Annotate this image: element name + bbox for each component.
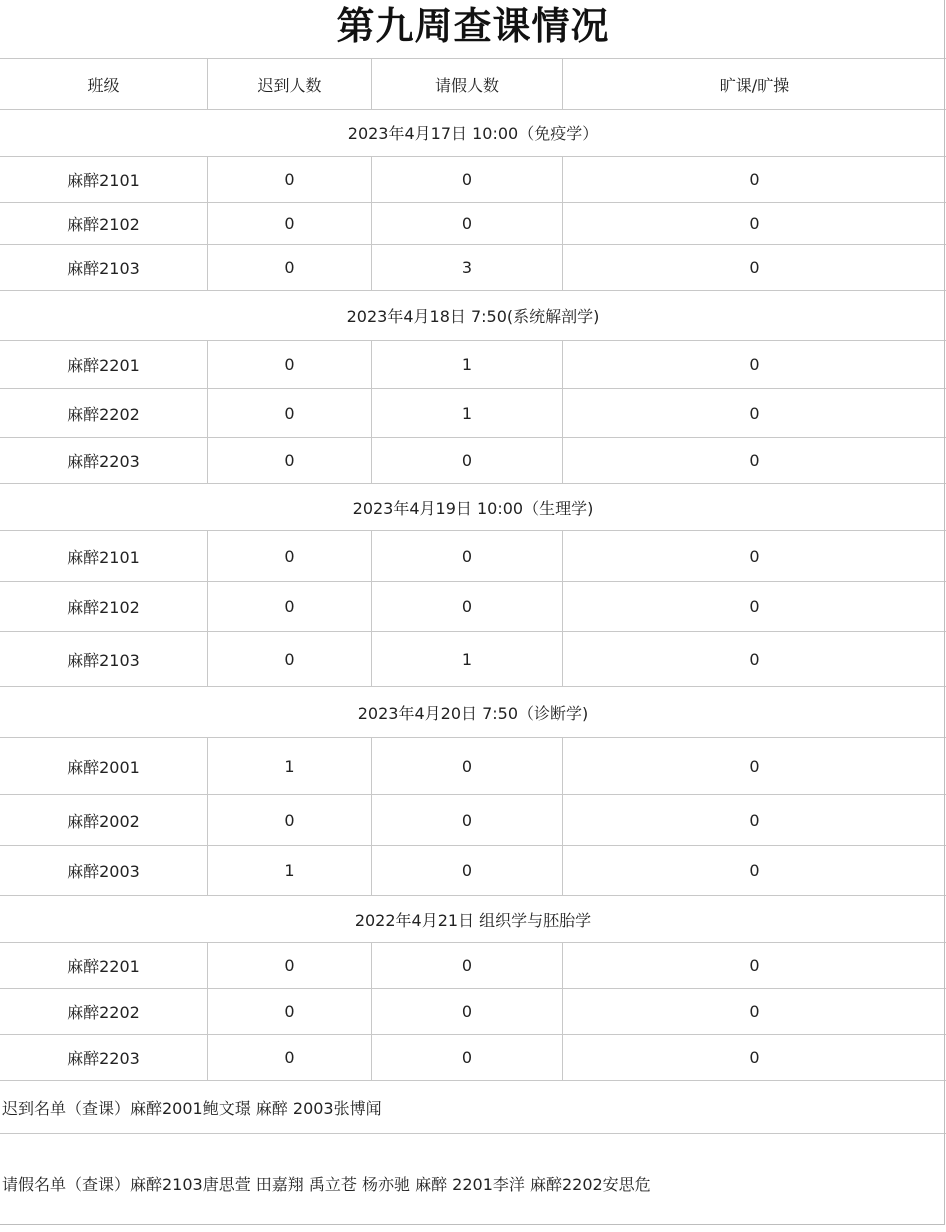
section-header-row	[0, 687, 946, 738]
header-leave-count: 请假人数	[371, 59, 562, 109]
section-header-row	[0, 109, 946, 157]
table-row	[0, 1035, 946, 1081]
leave-cell: 1	[371, 341, 562, 388]
header-late-count: 迟到人数	[207, 59, 371, 109]
section-label: 2023年4月20日 7:50（诊断学)	[357, 703, 589, 723]
absence-cell: 0	[562, 531, 946, 581]
class-cell: 麻醉2203	[67, 452, 140, 471]
class-cell: 麻醉2101	[67, 547, 140, 567]
absence-cell: 0	[562, 341, 946, 388]
absence-cell: 0	[562, 438, 946, 483]
table-row	[0, 943, 946, 989]
table-row	[0, 582, 946, 632]
table-row	[0, 389, 946, 438]
class-cell: 麻醉2003	[67, 862, 140, 881]
absence-cell: 0	[562, 943, 946, 988]
class-cell: 麻醉2201	[67, 356, 140, 375]
absence-cell: 0	[562, 795, 946, 845]
leave-cell: 1	[371, 632, 562, 686]
leave-cell: 0	[371, 157, 562, 202]
table-row	[0, 341, 946, 389]
class-cell: 麻醉2202	[67, 404, 140, 424]
late-cell: 0	[207, 989, 371, 1034]
leave-cell: 0	[371, 582, 562, 631]
section-label: 2023年4月18日 7:50(系统解剖学)	[346, 307, 600, 326]
table-row	[0, 245, 946, 291]
leave-list-note: 请假名单（查课）麻醉2103唐思萱 田嘉翔 禹立苍 杨亦驰 麻醉 2201李洋 麻醉2202安思危	[2, 1174, 651, 1194]
absence-cell: 0	[562, 582, 946, 631]
section-label: 2022年4月21日 组织学与胚胎学	[354, 910, 592, 930]
late-cell: 0	[207, 203, 371, 244]
leave-cell: 0	[371, 738, 562, 794]
table-row	[0, 989, 946, 1035]
leave-cell: 3	[371, 245, 562, 290]
table-row	[0, 846, 946, 896]
table-row	[0, 203, 946, 245]
absence-cell: 0	[562, 389, 946, 437]
section-label: 2023年4月17日 10:00（免疫学）	[347, 124, 599, 143]
class-cell: 麻醉2102	[67, 598, 140, 617]
leave-cell: 0	[371, 438, 562, 483]
header-class: 班级	[87, 75, 120, 95]
absence-cell: 0	[562, 1035, 946, 1080]
class-cell: 麻醉2201	[67, 957, 140, 976]
late-cell: 0	[207, 1035, 371, 1080]
table-row	[0, 157, 946, 203]
table-row	[0, 738, 946, 795]
leave-cell: 0	[371, 203, 562, 244]
leave-cell: 0	[371, 943, 562, 988]
late-cell: 0	[207, 531, 371, 581]
late-cell: 0	[207, 341, 371, 388]
leave-cell: 0	[371, 795, 562, 845]
late-list-note: 迟到名单（查课）麻醉2001鲍文璟 麻醉 2003张博闻	[2, 1098, 382, 1118]
class-cell: 麻醉2203	[67, 1049, 140, 1068]
late-cell: 0	[207, 389, 371, 437]
section-header-row	[0, 484, 946, 531]
table-header-row	[0, 58, 946, 110]
section-label: 2023年4月19日 10:00（生理学)	[352, 498, 594, 518]
late-cell: 0	[207, 795, 371, 845]
late-cell: 0	[207, 157, 371, 202]
late-cell: 0	[207, 943, 371, 988]
leave-cell: 0	[371, 846, 562, 895]
late-cell: 1	[207, 846, 371, 895]
leave-cell: 0	[371, 1035, 562, 1080]
late-cell: 0	[207, 245, 371, 290]
absence-cell: 0	[562, 989, 946, 1034]
table-row	[0, 531, 946, 582]
class-cell: 麻醉2102	[67, 215, 140, 234]
class-cell: 麻醉2202	[67, 1003, 140, 1022]
class-cell: 麻醉2103	[67, 259, 140, 278]
table-row	[0, 632, 946, 687]
class-cell: 麻醉2101	[67, 171, 140, 190]
class-cell: 麻醉2001	[67, 757, 140, 777]
leave-cell: 1	[371, 389, 562, 437]
absence-cell: 0	[562, 632, 946, 686]
leave-cell: 0	[371, 531, 562, 581]
absence-cell: 0	[562, 203, 946, 244]
absence-cell: 0	[562, 157, 946, 202]
late-cell: 0	[207, 582, 371, 631]
class-cell: 麻醉2002	[67, 811, 140, 831]
header-absence: 旷课/旷操	[562, 59, 946, 109]
leave-cell: 0	[371, 989, 562, 1034]
section-header-row	[0, 291, 946, 341]
absence-cell: 0	[562, 846, 946, 895]
absence-cell: 0	[562, 738, 946, 794]
class-cell: 麻醉2103	[67, 650, 140, 670]
table-row	[0, 438, 946, 484]
table-row	[0, 795, 946, 846]
absence-cell: 0	[562, 245, 946, 290]
late-cell: 1	[207, 738, 371, 794]
late-cell: 0	[207, 632, 371, 686]
section-header-row	[0, 896, 946, 943]
late-cell: 0	[207, 438, 371, 483]
page-title: 第九周查课情况	[336, 4, 610, 48]
